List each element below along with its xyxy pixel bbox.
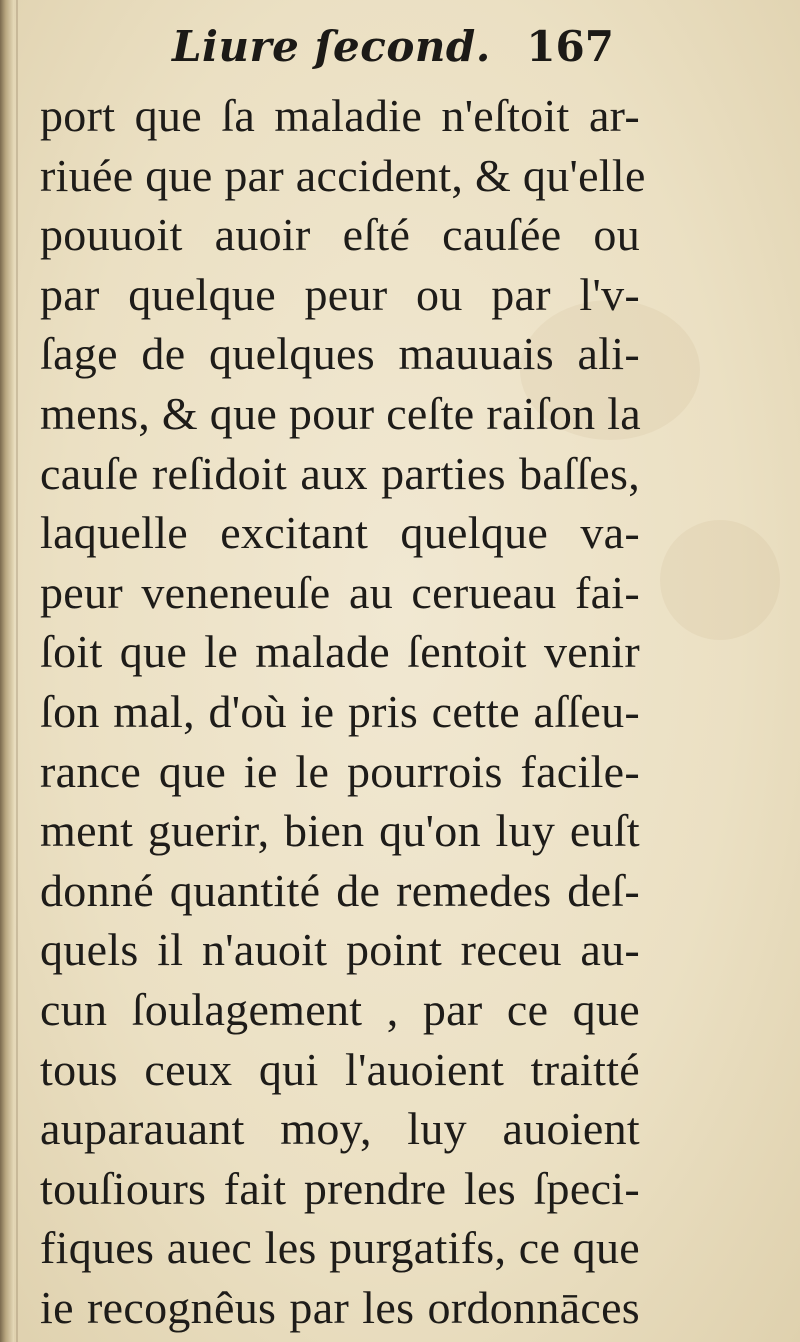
body-text bbox=[40, 86, 646, 1337]
text-line: fiques auec les purgatifs, ce que bbox=[40, 1222, 640, 1274]
text-line: ie recognêus par les ordonnāces bbox=[40, 1281, 640, 1333]
running-title: Liure ſecond. bbox=[172, 22, 491, 71]
text-line: touſiours fait prendre les ſpeci- bbox=[40, 1162, 640, 1214]
text-line: pouuoit auoir eſté cauſée ou bbox=[40, 209, 640, 261]
text-line: ſage de quelques mauuais ali- bbox=[40, 328, 640, 380]
text-line: ſon mal, d'où ie pris cette aſſeu- bbox=[40, 685, 640, 737]
text-line: riuée que par accident, & qu'elle bbox=[40, 149, 646, 201]
text-line: cauſe reſidoit aux parties baſſes, bbox=[40, 447, 640, 499]
text-line: donné quantité de remedes deſ- bbox=[40, 864, 640, 916]
text-line: tous ceux qui l'auoient traitté bbox=[40, 1043, 640, 1095]
text-line: rance que ie le pourrois facile- bbox=[40, 745, 640, 797]
text-line: ment guerir, bien qu'on luy euſt bbox=[40, 805, 640, 857]
text-line: ſoit que le malade ſentoit venir bbox=[40, 626, 640, 678]
page-number: 167 bbox=[526, 22, 614, 71]
paper-stain bbox=[660, 520, 780, 640]
text-line: peur veneneuſe au cerueau fai- bbox=[40, 566, 640, 618]
text-line: cun ſoulagement , par ce que bbox=[40, 983, 640, 1035]
text-line: port que ſa maladie n'eſtoit ar- bbox=[40, 90, 640, 141]
running-head bbox=[172, 14, 632, 78]
text-line: quels il n'auoit point receu au- bbox=[40, 924, 640, 976]
page-gutter bbox=[0, 0, 14, 1342]
text-line: par quelque peur ou par l'v- bbox=[40, 268, 640, 320]
text-line: auparauant moy, luy auoient bbox=[40, 1103, 640, 1155]
text-line: mens, & que pour ceſte raiſon la bbox=[40, 387, 642, 439]
text-line: laquelle excitant quelque va- bbox=[40, 507, 640, 559]
